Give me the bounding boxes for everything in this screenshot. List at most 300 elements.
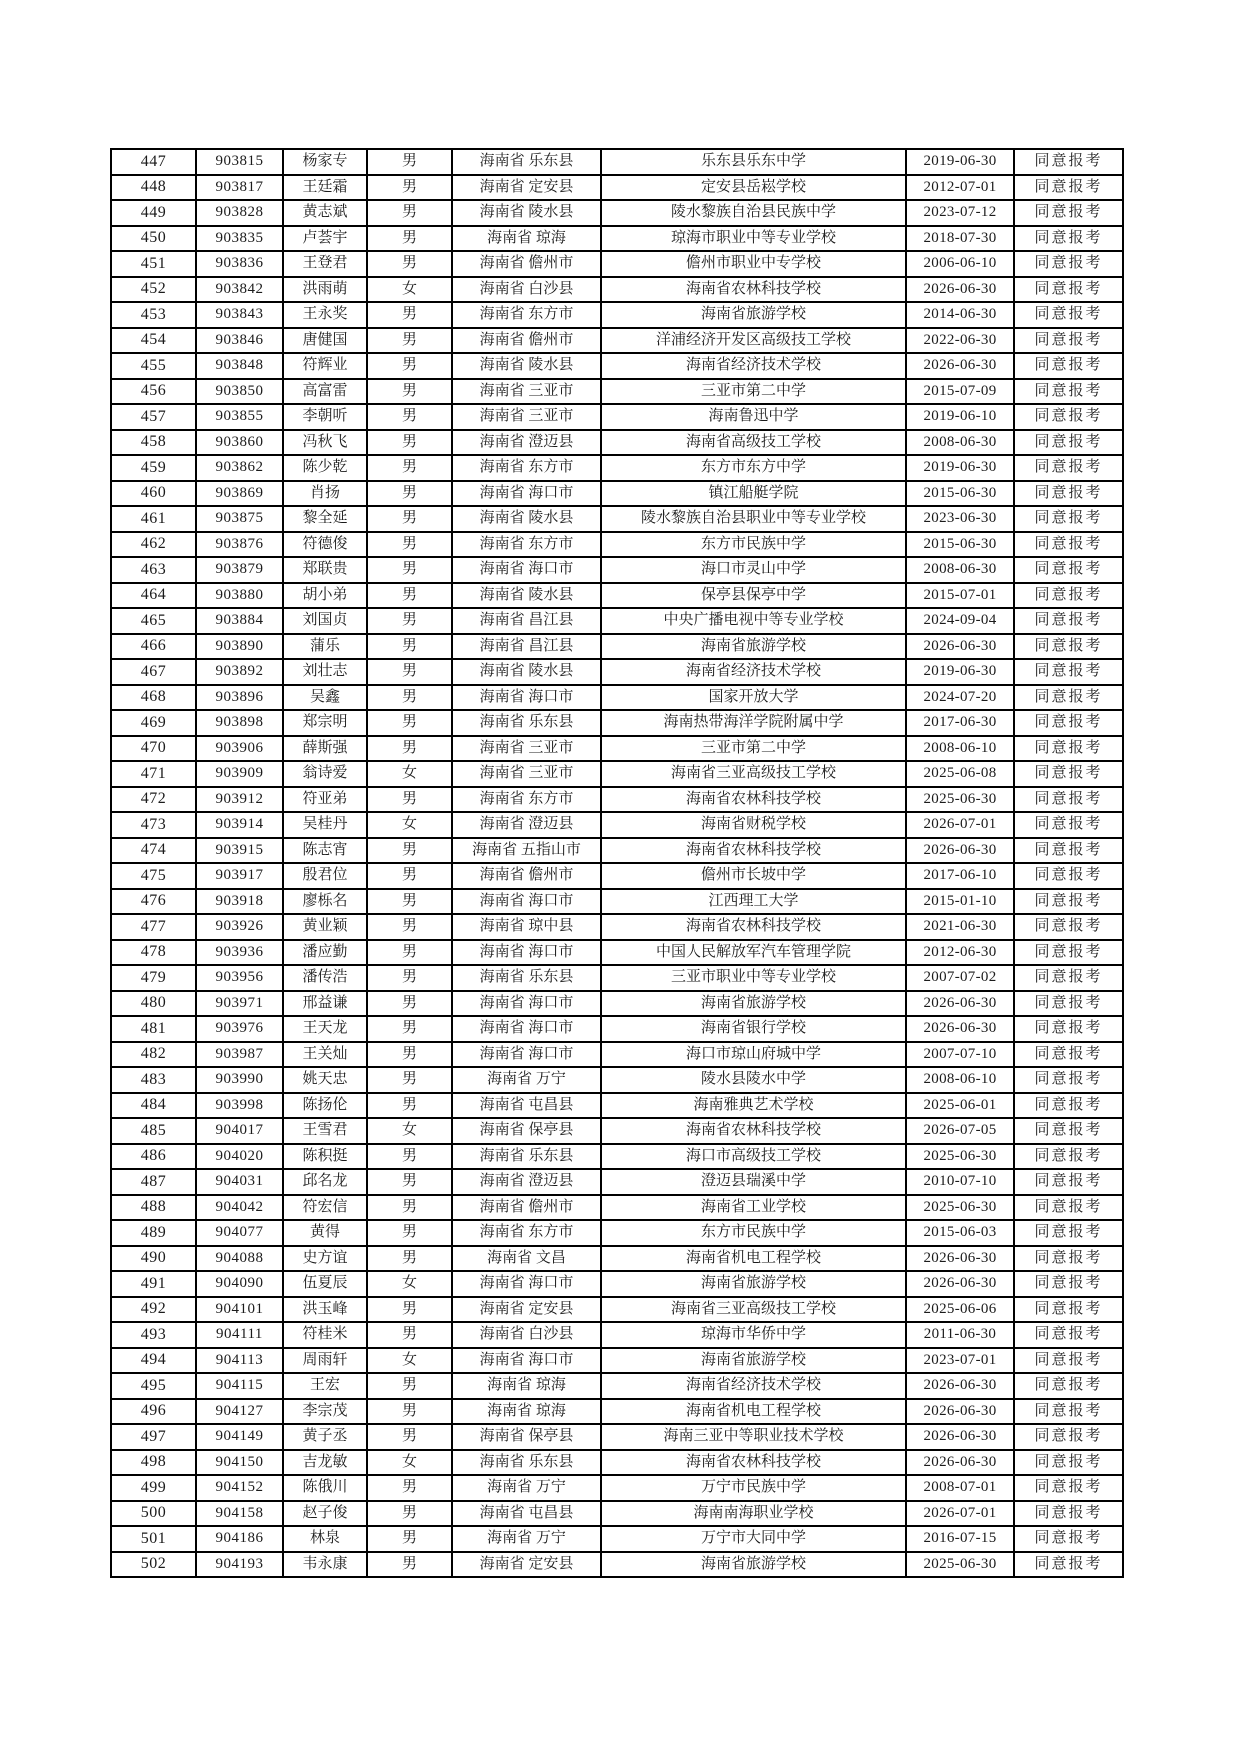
- cell-graduation-date: 2007-07-10: [906, 1042, 1014, 1068]
- cell-registration-number: 904101: [196, 1297, 283, 1323]
- cell-gender: 男: [367, 838, 452, 864]
- cell-graduation-date: 2017-06-10: [906, 863, 1014, 889]
- cell-graduation-date: 2026-06-30: [906, 277, 1014, 303]
- cell-graduation-date: 2015-01-10: [906, 889, 1014, 915]
- cell-sequence-number: 500: [111, 1501, 196, 1527]
- cell-school: 万宁市民族中学: [601, 1475, 906, 1501]
- cell-gender: 男: [367, 481, 452, 507]
- cell-gender: 男: [367, 328, 452, 354]
- cell-graduation-date: 2019-06-30: [906, 455, 1014, 481]
- cell-name: 陈积挺: [283, 1144, 367, 1170]
- cell-gender: 男: [367, 685, 452, 711]
- cell-graduation-date: 2015-07-01: [906, 583, 1014, 609]
- cell-approval-status: 同意报考: [1014, 787, 1123, 813]
- cell-name: 肖扬: [283, 481, 367, 507]
- cell-name: 殷君位: [283, 863, 367, 889]
- cell-registration-number: 903836: [196, 251, 283, 277]
- cell-gender: 男: [367, 532, 452, 558]
- table-row: [111, 1526, 1123, 1552]
- cell-graduation-date: 2026-06-30: [906, 1399, 1014, 1425]
- cell-graduation-date: 2025-06-30: [906, 1144, 1014, 1170]
- cell-graduation-date: 2025-06-30: [906, 1195, 1014, 1221]
- cell-gender: 男: [367, 455, 452, 481]
- cell-school: 海口市琼山府城中学: [601, 1042, 906, 1068]
- cell-region: 海南省 澄迈县: [452, 812, 601, 838]
- cell-school: 海口市灵山中学: [601, 557, 906, 583]
- cell-approval-status: 同意报考: [1014, 1297, 1123, 1323]
- cell-gender: 男: [367, 506, 452, 532]
- cell-approval-status: 同意报考: [1014, 532, 1123, 558]
- cell-sequence-number: 474: [111, 838, 196, 864]
- cell-region: 海南省 五指山市: [452, 838, 601, 864]
- cell-gender: 女: [367, 1348, 452, 1374]
- cell-region: 海南省 澄迈县: [452, 1169, 601, 1195]
- cell-sequence-number: 452: [111, 277, 196, 303]
- cell-name: 王关灿: [283, 1042, 367, 1068]
- cell-school: 东方市民族中学: [601, 1220, 906, 1246]
- table-row: [111, 506, 1123, 532]
- cell-sequence-number: 472: [111, 787, 196, 813]
- cell-approval-status: 同意报考: [1014, 430, 1123, 456]
- cell-name: 黄得: [283, 1220, 367, 1246]
- cell-registration-number: 903842: [196, 277, 283, 303]
- cell-gender: 男: [367, 1195, 452, 1221]
- cell-region: 海南省 琼海: [452, 226, 601, 252]
- cell-region: 海南省 屯昌县: [452, 1093, 601, 1119]
- cell-graduation-date: 2008-06-30: [906, 430, 1014, 456]
- cell-sequence-number: 480: [111, 991, 196, 1017]
- cell-registration-number: 903914: [196, 812, 283, 838]
- cell-sequence-number: 468: [111, 685, 196, 711]
- table-row: [111, 251, 1123, 277]
- cell-registration-number: 903956: [196, 965, 283, 991]
- cell-approval-status: 同意报考: [1014, 1067, 1123, 1093]
- cell-registration-number: 903987: [196, 1042, 283, 1068]
- table-row: [111, 1169, 1123, 1195]
- cell-sequence-number: 494: [111, 1348, 196, 1374]
- cell-school: 海南省银行学校: [601, 1016, 906, 1042]
- table-row: [111, 812, 1123, 838]
- cell-gender: 男: [367, 940, 452, 966]
- cell-gender: 女: [367, 1271, 452, 1297]
- table-row: [111, 557, 1123, 583]
- cell-registration-number: 903892: [196, 659, 283, 685]
- cell-gender: 男: [367, 787, 452, 813]
- cell-graduation-date: 2008-07-01: [906, 1475, 1014, 1501]
- cell-gender: 男: [367, 1297, 452, 1323]
- cell-gender: 男: [367, 1093, 452, 1119]
- cell-school: 海南省高级技工学校: [601, 430, 906, 456]
- cell-registration-number: 904127: [196, 1399, 283, 1425]
- cell-registration-number: 903850: [196, 379, 283, 405]
- cell-graduation-date: 2025-06-08: [906, 761, 1014, 787]
- cell-school: 陵水县陵水中学: [601, 1067, 906, 1093]
- cell-school: 海南省农林科技学校: [601, 277, 906, 303]
- table-row: [111, 1501, 1123, 1527]
- cell-approval-status: 同意报考: [1014, 940, 1123, 966]
- cell-sequence-number: 482: [111, 1042, 196, 1068]
- cell-approval-status: 同意报考: [1014, 659, 1123, 685]
- cell-graduation-date: 2023-07-12: [906, 200, 1014, 226]
- cell-gender: 男: [367, 1373, 452, 1399]
- cell-gender: 男: [367, 1399, 452, 1425]
- cell-sequence-number: 473: [111, 812, 196, 838]
- cell-registration-number: 903862: [196, 455, 283, 481]
- cell-graduation-date: 2012-06-30: [906, 940, 1014, 966]
- cell-sequence-number: 477: [111, 914, 196, 940]
- cell-region: 海南省 保亭县: [452, 1118, 601, 1144]
- cell-gender: 男: [367, 1526, 452, 1552]
- cell-school: 海南省经济技术学校: [601, 353, 906, 379]
- cell-name: 黄业颖: [283, 914, 367, 940]
- cell-school: 海南省三亚高级技工学校: [601, 1297, 906, 1323]
- cell-approval-status: 同意报考: [1014, 149, 1123, 175]
- cell-school: 儋州市职业中专学校: [601, 251, 906, 277]
- cell-region: 海南省 琼海: [452, 1373, 601, 1399]
- cell-region: 海南省 东方市: [452, 787, 601, 813]
- cell-school: 海南鲁迅中学: [601, 404, 906, 430]
- table-row: [111, 1399, 1123, 1425]
- table-row: [111, 404, 1123, 430]
- cell-registration-number: 904150: [196, 1450, 283, 1476]
- cell-region: 海南省 陵水县: [452, 506, 601, 532]
- table-row: [111, 761, 1123, 787]
- cell-graduation-date: 2025-06-30: [906, 787, 1014, 813]
- cell-approval-status: 同意报考: [1014, 455, 1123, 481]
- cell-name: 黎全延: [283, 506, 367, 532]
- cell-registration-number: 903835: [196, 226, 283, 252]
- cell-sequence-number: 464: [111, 583, 196, 609]
- table-row: [111, 787, 1123, 813]
- cell-name: 王天龙: [283, 1016, 367, 1042]
- table-row: [111, 1118, 1123, 1144]
- cell-approval-status: 同意报考: [1014, 812, 1123, 838]
- cell-registration-number: 903879: [196, 557, 283, 583]
- cell-sequence-number: 467: [111, 659, 196, 685]
- cell-name: 李宗茂: [283, 1399, 367, 1425]
- table-row: [111, 608, 1123, 634]
- cell-registration-number: 904158: [196, 1501, 283, 1527]
- cell-region: 海南省 屯昌县: [452, 1501, 601, 1527]
- table-row: [111, 1144, 1123, 1170]
- cell-approval-status: 同意报考: [1014, 838, 1123, 864]
- cell-name: 符桂米: [283, 1322, 367, 1348]
- cell-school: 镇江船艇学院: [601, 481, 906, 507]
- cell-registration-number: 903971: [196, 991, 283, 1017]
- cell-graduation-date: 2024-07-20: [906, 685, 1014, 711]
- cell-region: 海南省 白沙县: [452, 1322, 601, 1348]
- table-row: [111, 1220, 1123, 1246]
- cell-school: 海南省农林科技学校: [601, 787, 906, 813]
- table-row: [111, 481, 1123, 507]
- cell-approval-status: 同意报考: [1014, 1373, 1123, 1399]
- cell-graduation-date: 2026-07-05: [906, 1118, 1014, 1144]
- table-row: [111, 965, 1123, 991]
- cell-gender: 女: [367, 761, 452, 787]
- cell-sequence-number: 478: [111, 940, 196, 966]
- cell-name: 符德俊: [283, 532, 367, 558]
- cell-graduation-date: 2022-06-30: [906, 328, 1014, 354]
- cell-gender: 男: [367, 1501, 452, 1527]
- cell-graduation-date: 2017-06-30: [906, 710, 1014, 736]
- cell-gender: 男: [367, 430, 452, 456]
- cell-region: 海南省 乐东县: [452, 1450, 601, 1476]
- cell-school: 澄迈县瑞溪中学: [601, 1169, 906, 1195]
- cell-region: 海南省 陵水县: [452, 353, 601, 379]
- cell-approval-status: 同意报考: [1014, 1144, 1123, 1170]
- cell-region: 海南省 昌江县: [452, 634, 601, 660]
- cell-sequence-number: 493: [111, 1322, 196, 1348]
- cell-graduation-date: 2026-06-30: [906, 1424, 1014, 1450]
- table-row: [111, 889, 1123, 915]
- cell-region: 海南省 琼中县: [452, 914, 601, 940]
- cell-approval-status: 同意报考: [1014, 965, 1123, 991]
- table-row: [111, 1246, 1123, 1272]
- cell-sequence-number: 450: [111, 226, 196, 252]
- cell-name: 洪玉峰: [283, 1297, 367, 1323]
- cell-approval-status: 同意报考: [1014, 1195, 1123, 1221]
- cell-sequence-number: 489: [111, 1220, 196, 1246]
- cell-gender: 男: [367, 659, 452, 685]
- cell-approval-status: 同意报考: [1014, 634, 1123, 660]
- cell-region: 海南省 海口市: [452, 1271, 601, 1297]
- cell-gender: 男: [367, 889, 452, 915]
- cell-region: 海南省 万宁: [452, 1067, 601, 1093]
- cell-name: 杨家专: [283, 149, 367, 175]
- table-row: [111, 736, 1123, 762]
- cell-gender: 男: [367, 991, 452, 1017]
- table-row: [111, 1297, 1123, 1323]
- cell-graduation-date: 2018-07-30: [906, 226, 1014, 252]
- cell-approval-status: 同意报考: [1014, 914, 1123, 940]
- cell-approval-status: 同意报考: [1014, 1322, 1123, 1348]
- cell-graduation-date: 2007-07-02: [906, 965, 1014, 991]
- cell-gender: 男: [367, 302, 452, 328]
- cell-registration-number: 903848: [196, 353, 283, 379]
- cell-sequence-number: 496: [111, 1399, 196, 1425]
- cell-gender: 男: [367, 1016, 452, 1042]
- cell-school: 三亚市第二中学: [601, 736, 906, 762]
- cell-approval-status: 同意报考: [1014, 251, 1123, 277]
- cell-name: 卢荟宇: [283, 226, 367, 252]
- cell-graduation-date: 2026-07-01: [906, 1501, 1014, 1527]
- cell-name: 廖栎名: [283, 889, 367, 915]
- cell-sequence-number: 488: [111, 1195, 196, 1221]
- cell-graduation-date: 2025-06-30: [906, 1552, 1014, 1578]
- cell-region: 海南省 海口市: [452, 889, 601, 915]
- cell-sequence-number: 456: [111, 379, 196, 405]
- cell-name: 冯秋飞: [283, 430, 367, 456]
- table-row: [111, 1322, 1123, 1348]
- cell-approval-status: 同意报考: [1014, 1526, 1123, 1552]
- cell-gender: 男: [367, 353, 452, 379]
- cell-sequence-number: 455: [111, 353, 196, 379]
- cell-school: 海南省旅游学校: [601, 1271, 906, 1297]
- cell-school: 儋州市长坡中学: [601, 863, 906, 889]
- cell-region: 海南省 海口市: [452, 557, 601, 583]
- cell-approval-status: 同意报考: [1014, 1475, 1123, 1501]
- cell-name: 翁诗爱: [283, 761, 367, 787]
- cell-region: 海南省 乐东县: [452, 965, 601, 991]
- cell-gender: 男: [367, 557, 452, 583]
- cell-gender: 女: [367, 1450, 452, 1476]
- cell-sequence-number: 466: [111, 634, 196, 660]
- cell-school: 洋浦经济开发区高级技工学校: [601, 328, 906, 354]
- cell-registration-number: 903860: [196, 430, 283, 456]
- cell-gender: 男: [367, 1246, 452, 1272]
- cell-registration-number: 903843: [196, 302, 283, 328]
- cell-name: 史方谊: [283, 1246, 367, 1272]
- cell-school: 万宁市大同中学: [601, 1526, 906, 1552]
- cell-region: 海南省 乐东县: [452, 149, 601, 175]
- table-row: [111, 838, 1123, 864]
- cell-approval-status: 同意报考: [1014, 889, 1123, 915]
- cell-approval-status: 同意报考: [1014, 1424, 1123, 1450]
- cell-sequence-number: 458: [111, 430, 196, 456]
- cell-school: 陵水黎族自治县民族中学: [601, 200, 906, 226]
- cell-region: 海南省 陵水县: [452, 200, 601, 226]
- table-row: [111, 1450, 1123, 1476]
- cell-gender: 男: [367, 404, 452, 430]
- table-row: [111, 455, 1123, 481]
- cell-graduation-date: 2012-07-01: [906, 175, 1014, 201]
- cell-name: 薛斯强: [283, 736, 367, 762]
- cell-name: 王雪君: [283, 1118, 367, 1144]
- cell-region: 海南省 海口市: [452, 1042, 601, 1068]
- cell-sequence-number: 447: [111, 149, 196, 175]
- cell-school: 海南省旅游学校: [601, 302, 906, 328]
- table-row: [111, 1348, 1123, 1374]
- cell-name: 陈扬伦: [283, 1093, 367, 1119]
- cell-gender: 男: [367, 1067, 452, 1093]
- cell-sequence-number: 451: [111, 251, 196, 277]
- cell-school: 海南省经济技术学校: [601, 1373, 906, 1399]
- cell-graduation-date: 2014-06-30: [906, 302, 1014, 328]
- cell-gender: 女: [367, 1118, 452, 1144]
- cell-gender: 男: [367, 200, 452, 226]
- cell-school: 保亭县保亭中学: [601, 583, 906, 609]
- cell-region: 海南省 东方市: [452, 532, 601, 558]
- cell-name: 王永奖: [283, 302, 367, 328]
- cell-graduation-date: 2026-06-30: [906, 838, 1014, 864]
- cell-school: 海南雅典艺术学校: [601, 1093, 906, 1119]
- cell-sequence-number: 487: [111, 1169, 196, 1195]
- cell-name: 胡小弟: [283, 583, 367, 609]
- cell-name: 刘壮志: [283, 659, 367, 685]
- cell-name: 王宏: [283, 1373, 367, 1399]
- table-row: [111, 1373, 1123, 1399]
- table-row: [111, 1195, 1123, 1221]
- cell-approval-status: 同意报考: [1014, 328, 1123, 354]
- cell-name: 黄子丞: [283, 1424, 367, 1450]
- cell-region: 海南省 海口市: [452, 685, 601, 711]
- cell-sequence-number: 492: [111, 1297, 196, 1323]
- cell-name: 陈俄川: [283, 1475, 367, 1501]
- cell-school: 海南省旅游学校: [601, 1348, 906, 1374]
- cell-region: 海南省 儋州市: [452, 328, 601, 354]
- cell-approval-status: 同意报考: [1014, 506, 1123, 532]
- cell-name: 韦永康: [283, 1552, 367, 1578]
- cell-registration-number: 903909: [196, 761, 283, 787]
- cell-approval-status: 同意报考: [1014, 1348, 1123, 1374]
- cell-registration-number: 903876: [196, 532, 283, 558]
- cell-approval-status: 同意报考: [1014, 761, 1123, 787]
- cell-region: 海南省 定安县: [452, 1552, 601, 1578]
- cell-approval-status: 同意报考: [1014, 1246, 1123, 1272]
- cell-name: 邱名龙: [283, 1169, 367, 1195]
- table-row: [111, 1271, 1123, 1297]
- cell-region: 海南省 乐东县: [452, 1144, 601, 1170]
- cell-sequence-number: 463: [111, 557, 196, 583]
- cell-name: 郑宗明: [283, 710, 367, 736]
- cell-region: 海南省 三亚市: [452, 736, 601, 762]
- table-row: [111, 149, 1123, 175]
- cell-school: 琼海市职业中等专业学校: [601, 226, 906, 252]
- applicants-table: [110, 148, 1124, 1578]
- table-row: [111, 1475, 1123, 1501]
- cell-sequence-number: 449: [111, 200, 196, 226]
- cell-gender: 男: [367, 914, 452, 940]
- cell-graduation-date: 2015-06-03: [906, 1220, 1014, 1246]
- cell-registration-number: 903912: [196, 787, 283, 813]
- cell-registration-number: 904042: [196, 1195, 283, 1221]
- cell-approval-status: 同意报考: [1014, 481, 1123, 507]
- table-row: [111, 991, 1123, 1017]
- cell-registration-number: 903890: [196, 634, 283, 660]
- table-row: [111, 353, 1123, 379]
- cell-approval-status: 同意报考: [1014, 302, 1123, 328]
- cell-gender: 男: [367, 1169, 452, 1195]
- cell-name: 潘传浩: [283, 965, 367, 991]
- cell-gender: 男: [367, 226, 452, 252]
- cell-graduation-date: 2019-06-30: [906, 149, 1014, 175]
- cell-region: 海南省 儋州市: [452, 251, 601, 277]
- cell-graduation-date: 2016-07-15: [906, 1526, 1014, 1552]
- cell-school: 中国人民解放军汽车管理学院: [601, 940, 906, 966]
- cell-gender: 男: [367, 1322, 452, 1348]
- cell-gender: 男: [367, 1220, 452, 1246]
- cell-region: 海南省 白沙县: [452, 277, 601, 303]
- cell-name: 赵子俊: [283, 1501, 367, 1527]
- cell-approval-status: 同意报考: [1014, 1093, 1123, 1119]
- cell-school: 江西理工大学: [601, 889, 906, 915]
- cell-school: 海南省财税学校: [601, 812, 906, 838]
- cell-sequence-number: 453: [111, 302, 196, 328]
- cell-graduation-date: 2026-06-30: [906, 1246, 1014, 1272]
- cell-registration-number: 903875: [196, 506, 283, 532]
- cell-sequence-number: 481: [111, 1016, 196, 1042]
- table-row: [111, 1042, 1123, 1068]
- cell-registration-number: 904186: [196, 1526, 283, 1552]
- table-row: [111, 685, 1123, 711]
- cell-registration-number: 903880: [196, 583, 283, 609]
- cell-sequence-number: 490: [111, 1246, 196, 1272]
- table-row: [111, 1067, 1123, 1093]
- cell-approval-status: 同意报考: [1014, 1118, 1123, 1144]
- cell-sequence-number: 486: [111, 1144, 196, 1170]
- cell-sequence-number: 495: [111, 1373, 196, 1399]
- cell-graduation-date: 2023-07-01: [906, 1348, 1014, 1374]
- cell-approval-status: 同意报考: [1014, 1271, 1123, 1297]
- cell-sequence-number: 484: [111, 1093, 196, 1119]
- cell-gender: 男: [367, 379, 452, 405]
- cell-graduation-date: 2026-06-30: [906, 1373, 1014, 1399]
- table-row: [111, 914, 1123, 940]
- cell-approval-status: 同意报考: [1014, 1042, 1123, 1068]
- table-row: [111, 583, 1123, 609]
- cell-graduation-date: 2019-06-10: [906, 404, 1014, 430]
- cell-sequence-number: 465: [111, 608, 196, 634]
